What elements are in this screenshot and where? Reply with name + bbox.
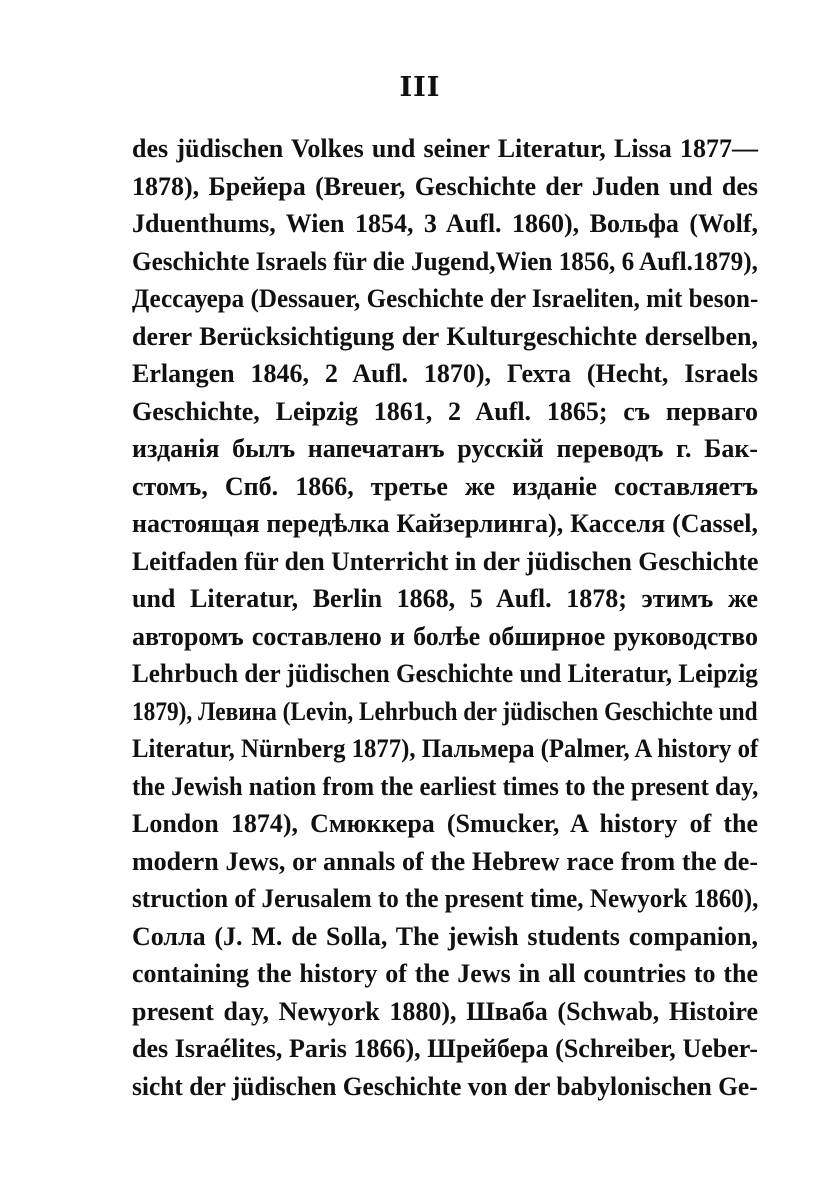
- text-line-14: авторомъ составлено и болѣе обширное руководство: [132, 621, 758, 651]
- text-line-8: Geschichte, Leipzig 1861, 2 Aufl. 1865; съ перваго: [132, 396, 758, 426]
- text-line-25: des Israélites, Paris 1866), Шрейбера (Schreiber, Ueber-: [132, 1034, 758, 1063]
- text-line-17: Literatur, Nürnberg 1877), Пальмера (Palmer, A history of: [132, 734, 759, 763]
- text-line-7: Erlangen 1846, 2 Aufl. 1870), Гехта (Hecht, Israels: [132, 359, 758, 388]
- text-line-10: стомъ, Спб. 1866, третье же изданіе составляетъ: [132, 471, 758, 501]
- text-line-6: derer Berücksichtigung der Kulturgeschichte derselben,: [132, 321, 758, 351]
- text-line-13: und Literatur, Berlin 1868, 5 Aufl. 1878; этимъ же: [132, 584, 758, 613]
- text-line-12: Leitfaden für den Unterricht in der jüdischen Geschichte: [132, 546, 759, 576]
- text-line-15: Lehrbuch der jüdischen Geschichte und Literatur, Leipzig: [132, 659, 758, 688]
- page-number: III: [399, 72, 441, 103]
- text-line-9: изданія былъ напечатанъ русскій переводъ г. Бак-: [132, 434, 758, 463]
- text-line-22: Солла (J. M. de Solla, The jewish students companion,: [132, 921, 758, 951]
- text-line-23: containing the history of the Jews in all countries to the: [132, 959, 758, 988]
- text-line-19: London 1874), Смюккера (Smucker, A history of the: [132, 809, 758, 838]
- text-line-2: 1878), Брейера (Breuer, Geschichte der Juden und des: [132, 171, 758, 201]
- text-line-4: Geschichte Israels für die Jugend,Wien 1856, 6 Aufl.1879),: [132, 246, 758, 276]
- text-line-5: Дессауера (Dessauer, Geschichte der Israeliten, mit beson-: [132, 284, 759, 313]
- text-line-26: sicht der jüdischen Geschichte von der babylonischen Ge-: [132, 1071, 758, 1101]
- text-line-20: modern Jews, or annals of the Hebrew race from the de-: [132, 846, 758, 876]
- text-line-21: struction of Jerusalem to the present time, Newyork 1860),: [132, 884, 759, 913]
- text-line-16: 1879), Левина (Levin, Lehrbuch der jüdischen Geschichte und: [132, 696, 758, 726]
- text-line-18: the Jewish nation from the earliest times to the present day,: [132, 771, 759, 801]
- text-line-24: present day, Newyork 1880), Шваба (Schwab, Histoire: [132, 996, 758, 1026]
- text-line-3: Jduenthums, Wien 1854, 3 Aufl. 1860), Вольфа (Wolf,: [132, 209, 758, 238]
- text-line-11: настоящая передѣлка Кайзерлинга), Касселя (Cassel,: [132, 509, 758, 538]
- text-line-1: des jüdischen Volkes und seiner Literatur, Lissa 1877—: [132, 134, 758, 163]
